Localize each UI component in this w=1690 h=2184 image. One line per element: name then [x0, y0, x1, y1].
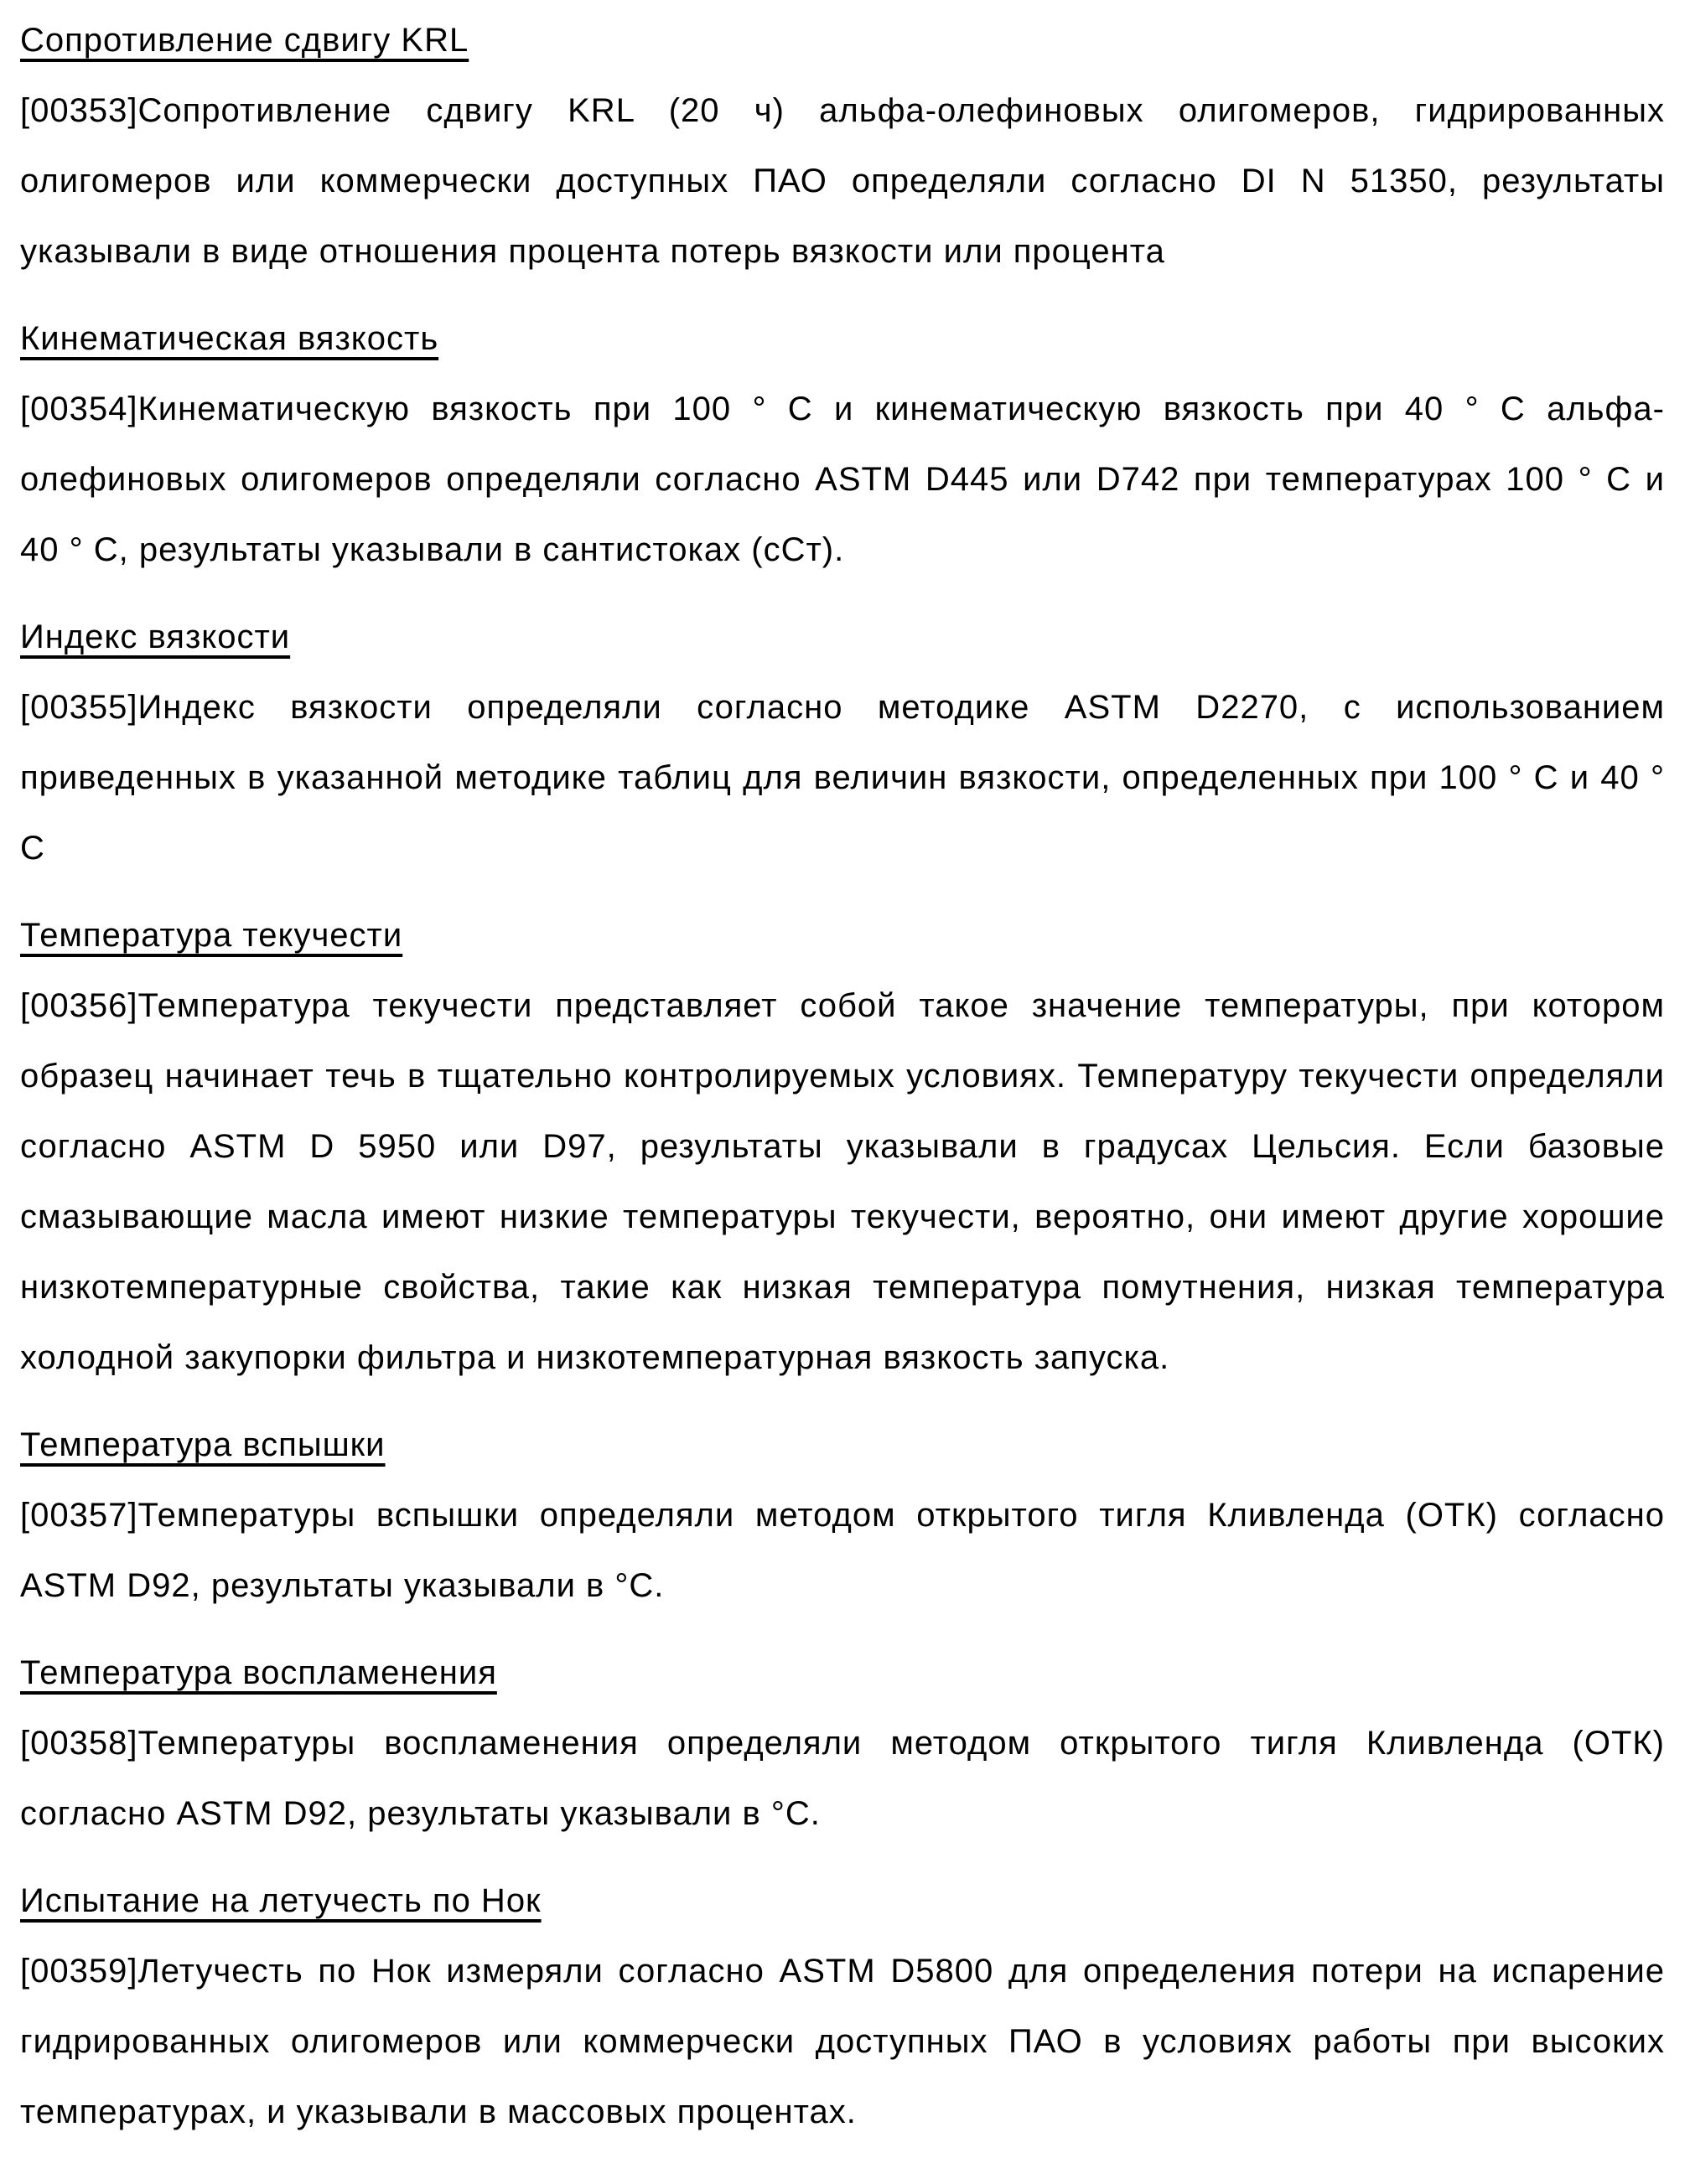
paragraph-00359	[20, 1936, 1665, 2147]
section-krl-shear	[20, 5, 1665, 287]
section-noack-volatility	[20, 1866, 1665, 2147]
section-viscosity-index	[20, 602, 1665, 883]
section-kinematic-viscosity	[20, 303, 1665, 585]
paragraph-text: Индекс вязкости определяли согласно методике ASTM D2270, с использованием приведенных в указанной методике таблиц для величин вязкости, определенных при 100 ° С и 40 ° С	[20, 689, 1665, 867]
heading-kinematic-viscosity: Кинематическая вязкость	[20, 320, 439, 357]
paragraph-text: Температуры воспламенения определяли методом открытого тигля Кливленда (ОТК) согласно ASTM D92, результаты указывали в °С.	[20, 1725, 1665, 1832]
paragraph-00353	[20, 75, 1665, 287]
heading-viscosity-index: Индекс вязкости	[20, 618, 291, 655]
paragraph-text: Температуры вспышки определяли методом открытого тигля Кливленда (ОТК) согласно ASTM D92, результаты указывали в °С.	[20, 1497, 1665, 1604]
heading-fire-point: Температура воспламенения	[20, 1654, 497, 1691]
paragraph-number: [00359]	[20, 1953, 138, 1990]
paragraph-number: [00356]	[20, 987, 138, 1024]
paragraph-number: [00353]	[20, 92, 138, 129]
heading-krl-shear: Сопротивление сдвигу KRL	[20, 22, 469, 59]
paragraph-00355	[20, 672, 1665, 883]
heading-flash-point: Температура вспышки	[20, 1426, 386, 1463]
paragraph-00358	[20, 1708, 1665, 1849]
paragraph-text: Температура текучести представляет собой такое значение температуры, при котором образец начинает течь в тщательно контролируемых условиях. Температуру текучести определяли согласно ASTM D 5950 или D97, результаты указывали в градусах Цельсия. Если базовые смазывающие масла имеют низкие температуры текучести, вероятно, они имеют другие хорошие низкотемпературные свойства, такие как низкая температура помутнения, низкая температура холодной закупорки фильтра и низкотемпературная вязкость запуска.	[20, 987, 1665, 1376]
heading-pour-point: Температура текучести	[20, 917, 403, 954]
paragraph-number: [00354]	[20, 391, 138, 427]
paragraph-00356	[20, 970, 1665, 1393]
paragraph-number: [00358]	[20, 1725, 138, 1762]
paragraph-number: [00355]	[20, 689, 138, 726]
paragraph-text: Летучесть по Нок измеряли согласно ASTM D5800 для определения потери на испарение гидрированных олигомеров или коммерчески доступных ПАО в условиях работы при высоких температурах, и указывали в массовых процентах.	[20, 1953, 1665, 2130]
heading-noack-volatility: Испытание на летучесть по Нок	[20, 1882, 542, 1919]
paragraph-number: [00357]	[20, 1497, 138, 1534]
section-fire-point	[20, 1638, 1665, 1849]
paragraph-text: Сопротивление сдвигу KRL (20 ч) альфа-олефиновых олигомеров, гидрированных олигомеров или коммерчески доступных ПАО определяли согласно DI N 51350, результаты указывали в виде отношения процента потерь вязкости или процента	[20, 92, 1665, 270]
paragraph-00357	[20, 1480, 1665, 1621]
section-flash-point	[20, 1410, 1665, 1621]
paragraph-text: Кинематическую вязкость при 100 ° С и кинематическую вязкость при 40 ° С альфа-олефиновых олигомеров определяли согласно ASTM D445 или D742 при температурах 100 ° С и 40 ° С, результаты указывали в сантистоках (сСт).	[20, 391, 1665, 568]
section-pour-point	[20, 900, 1665, 1393]
paragraph-00354	[20, 374, 1665, 585]
